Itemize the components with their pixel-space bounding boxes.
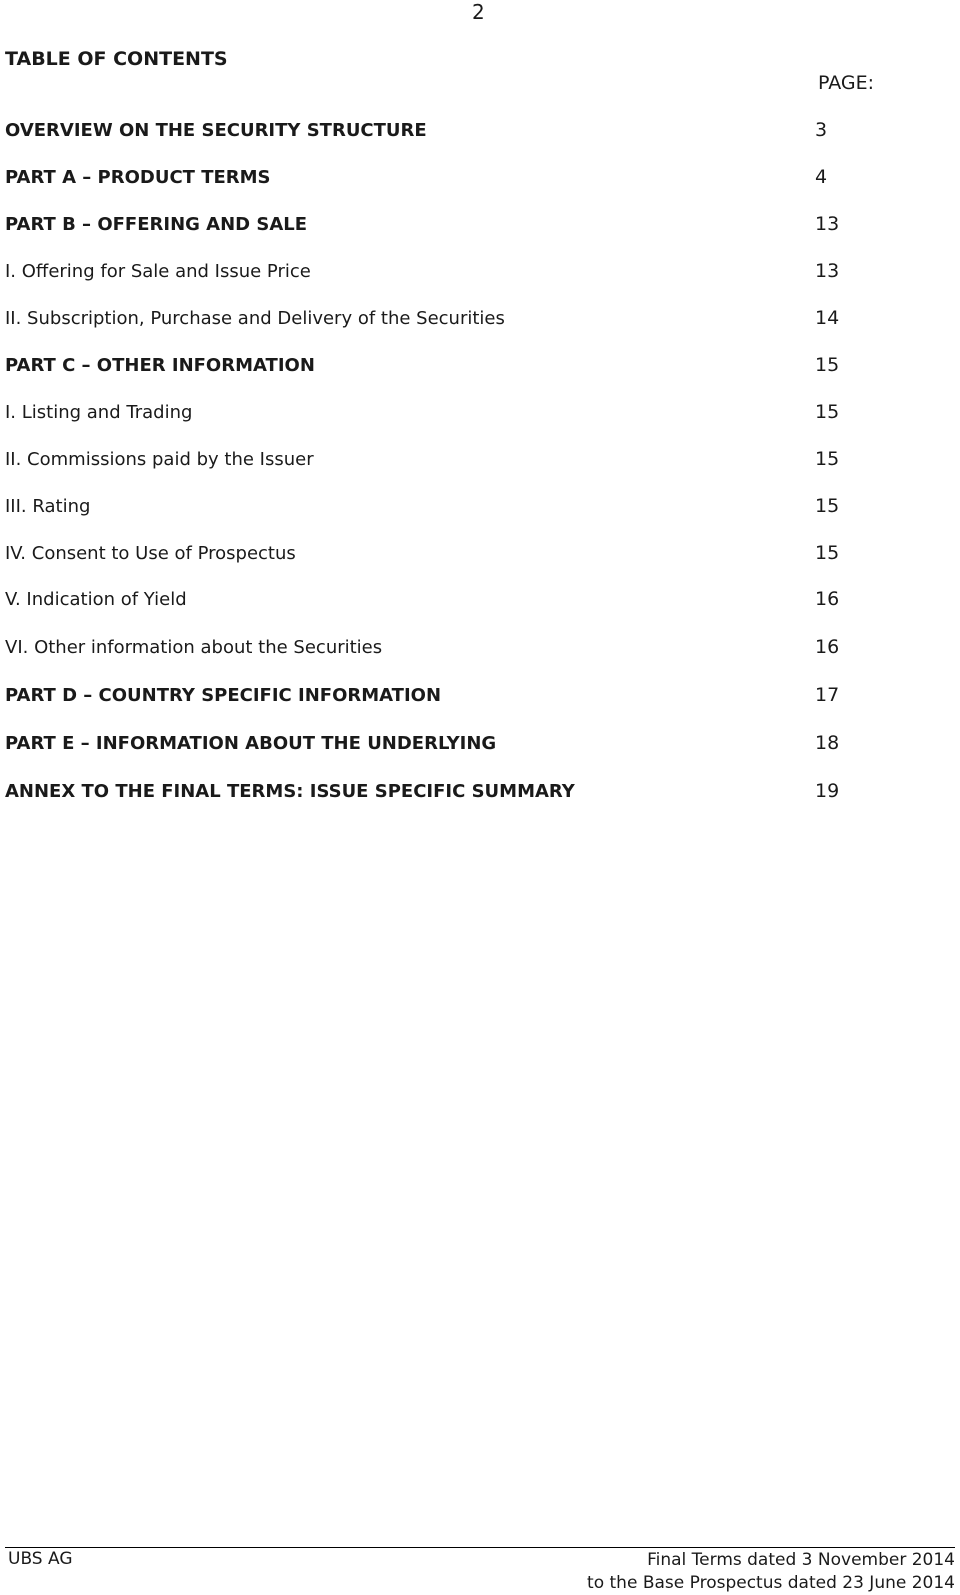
toc-entry-part-c-vi[interactable] [5, 636, 843, 662]
toc-entry-title: V. Indication of Yield [5, 589, 187, 610]
toc-entry-page: 17 [815, 684, 840, 706]
footer-final-terms: Final Terms dated 3 November 2014 [647, 1550, 955, 1570]
page-number: 2 [472, 0, 485, 24]
toc-entry-part-b-i[interactable] [5, 260, 843, 286]
toc-entry-page: 15 [815, 542, 840, 564]
toc-entry-page: 14 [815, 307, 840, 329]
toc-entry-title: PART D – COUNTRY SPECIFIC INFORMATION [5, 685, 442, 706]
toc-entry-overview[interactable] [5, 119, 843, 145]
toc-entry-page: 4 [815, 166, 828, 188]
toc-entry-page: 13 [815, 260, 840, 282]
toc-entry-part-c-i[interactable] [5, 401, 843, 427]
footer-dates [587, 1549, 955, 1595]
toc-entry-part-b-ii[interactable] [5, 307, 843, 333]
toc-entry-title: PART C – OTHER INFORMATION [5, 355, 315, 376]
toc-entry-page: 16 [815, 588, 840, 610]
toc-entry-title: II. Commissions paid by the Issuer [5, 449, 314, 470]
toc-entry-part-b[interactable] [5, 213, 843, 239]
toc-entry-page: 3 [815, 119, 828, 141]
toc-entry-annex[interactable] [5, 780, 843, 806]
toc-entry-page: 15 [815, 448, 840, 470]
page-column-label: PAGE: [818, 72, 875, 94]
toc-entry-page: 15 [815, 495, 840, 517]
toc-entry-part-c-ii[interactable] [5, 448, 843, 474]
toc-entry-title: IV. Consent to Use of Prospectus [5, 543, 296, 564]
toc-entry-page: 16 [815, 636, 840, 658]
toc-entry-page: 15 [815, 401, 840, 423]
toc-entry-title: PART E – INFORMATION ABOUT THE UNDERLYING [5, 733, 497, 754]
toc-entry-title: PART B – OFFERING AND SALE [5, 214, 308, 235]
toc-entry-page: 18 [815, 732, 840, 754]
toc-entry-page: 19 [815, 780, 840, 802]
toc-entry-part-d[interactable] [5, 684, 843, 710]
toc-entry-title: III. Rating [5, 496, 91, 517]
footer-issuer: UBS AG [8, 1549, 73, 1569]
toc-entry-title: II. Subscription, Purchase and Delivery of the Securities [5, 308, 505, 329]
toc-entry-part-a[interactable] [5, 166, 843, 192]
toc-entry-title: I. Offering for Sale and Issue Price [5, 261, 311, 282]
toc-entry-title: VI. Other information about the Securities [5, 637, 383, 658]
toc-entry-page: 15 [815, 354, 840, 376]
toc-entry-title: OVERVIEW ON THE SECURITY STRUCTURE [5, 120, 427, 141]
toc-entry-title: I. Listing and Trading [5, 402, 193, 423]
toc-entry-title: ANNEX TO THE FINAL TERMS: ISSUE SPECIFIC SUMMARY [5, 781, 575, 802]
toc-heading: TABLE OF CONTENTS [5, 48, 228, 70]
toc-entry-part-c[interactable] [5, 354, 843, 380]
toc-entry-part-e[interactable] [5, 732, 843, 758]
toc-entry-part-c-v[interactable] [5, 588, 843, 614]
footer-divider [5, 1547, 955, 1548]
footer-base-prospectus: to the Base Prospectus dated 23 June 2014 [587, 1573, 955, 1593]
toc-entry-page: 13 [815, 213, 840, 235]
toc-entry-part-c-iv[interactable] [5, 542, 843, 568]
toc-entry-part-c-iii[interactable] [5, 495, 843, 521]
toc-entry-title: PART A – PRODUCT TERMS [5, 167, 271, 188]
